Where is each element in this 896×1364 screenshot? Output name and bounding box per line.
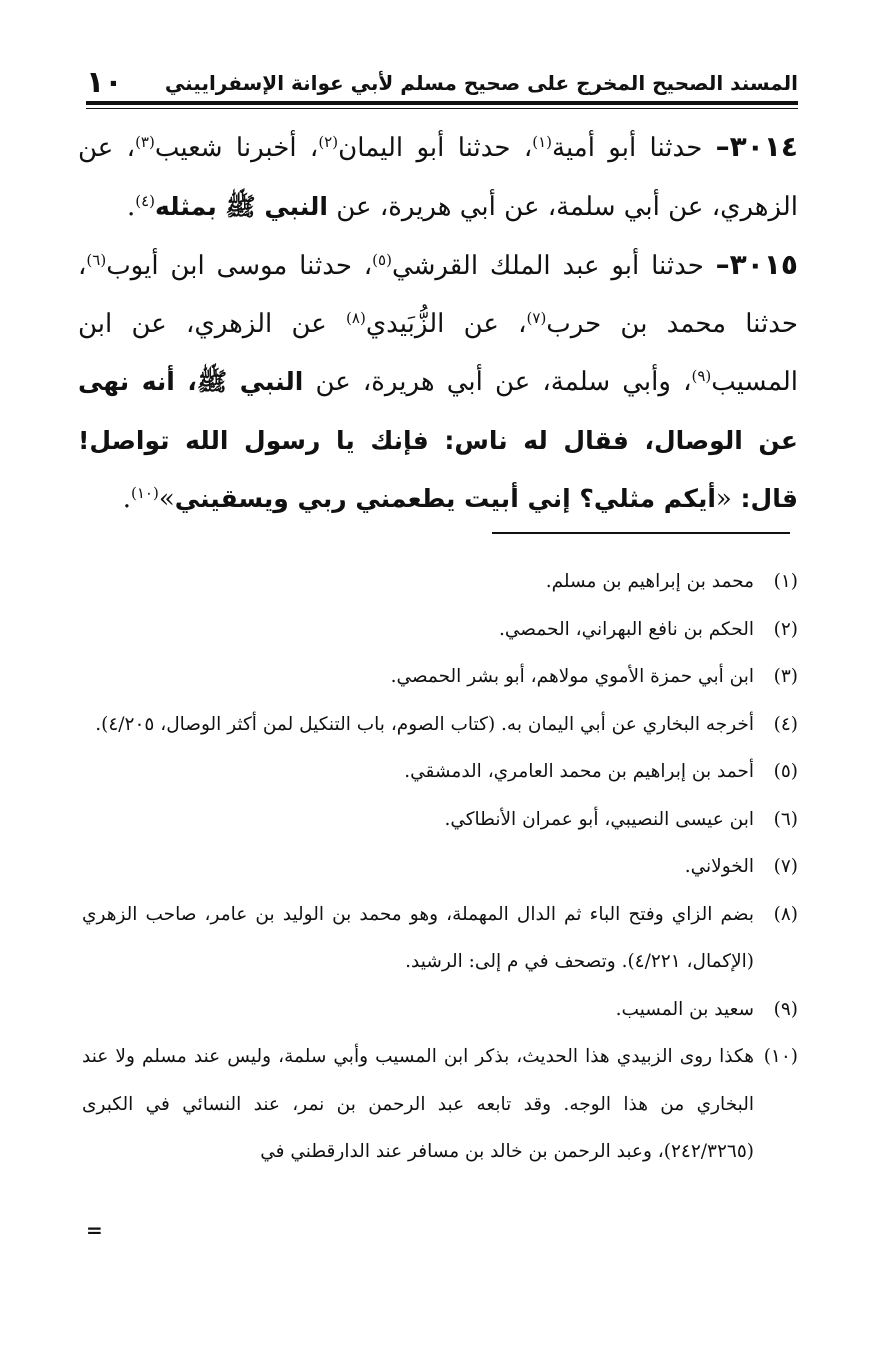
footnote-number: (١٠)	[763, 1046, 798, 1067]
hadith-number: ٣٠١٥–	[715, 248, 799, 281]
continuation-mark: =	[86, 1218, 103, 1242]
text: ، حدثنا موسى ابن أيوب	[106, 251, 373, 281]
footnote-text: بضم الزاي وفتح الباء ثم الدال المهملة، وهو محمد بن الوليد بن عامر، صاحب الزهري (الإكمال، ٤/٢٢١). وتصحف في م إلى: الرشيد.	[82, 903, 754, 972]
hadith-3014	[78, 118, 798, 236]
header-rule-thin	[86, 108, 798, 109]
bold-text: النبي ﷺ، أنه نهى عن الوصال، فقال له ناس: فإنك يا رسول الله تواصل! قال:	[78, 367, 798, 513]
footnote	[82, 796, 798, 844]
footnote-ref-8: (٨)	[346, 308, 366, 327]
footnote-number: (٧)	[773, 856, 798, 877]
footnote-number: (٩)	[773, 998, 798, 1020]
quote-open: «	[715, 484, 732, 514]
hadith-number: ٣٠١٤–	[715, 130, 798, 163]
footnote	[82, 1033, 798, 1176]
text: ، أخبرنا شعيب	[154, 133, 319, 163]
footnote-ref-2: (٢)	[318, 133, 339, 151]
text: ، حدثنا محمد بن حرب	[78, 251, 798, 339]
footnote-ref-4: (٤)	[135, 191, 155, 210]
footnote	[82, 748, 798, 796]
text: حدثنا أبو أمية	[552, 133, 716, 163]
footnote-text: الحكم بن نافع البهراني، الحمصي.	[498, 618, 754, 640]
footnote	[82, 653, 798, 701]
footnote-separator	[492, 532, 790, 534]
footnote	[82, 891, 798, 986]
text: .	[122, 484, 132, 514]
footnote-number: (٤)	[773, 713, 798, 735]
footnote-ref-6: (٦)	[86, 251, 107, 269]
footnote-ref-10: (١٠)	[131, 484, 159, 502]
bold-quote: أيكم مثلي؟ إني أبيت يطعمني ربي ويسقيني	[174, 484, 716, 513]
footnote-text: الخولاني.	[684, 856, 754, 877]
footnote-number: (٥)	[773, 761, 798, 782]
footnote-text: ابن عيسى النصيبي، أبو عمران الأنطاكي.	[444, 808, 754, 830]
text: .	[126, 191, 136, 222]
text: حدثنا أبو عبد الملك القرشي	[391, 251, 716, 281]
footnote	[82, 606, 798, 654]
footnote-number: (٨)	[773, 903, 798, 925]
quote-close: »	[158, 484, 175, 514]
footnote	[82, 986, 798, 1034]
header-rule-thick	[86, 101, 798, 105]
hadith-3015	[78, 236, 798, 529]
page-number: ١٠	[86, 65, 123, 100]
main-text	[78, 118, 798, 529]
footnote-text: أخرجه البخاري عن أبي اليمان به. (كتاب الصوم، باب التنكيل لمن أكثر الوصال، ٤/٢٠٥).	[95, 713, 754, 735]
footnote-ref-3: (٣)	[135, 133, 155, 151]
footnote-number: (٣)	[773, 666, 798, 687]
footnote-ref-5: (٥)	[372, 251, 392, 269]
bold-text: النبي ﷺ بمثله	[155, 191, 328, 221]
footnote	[82, 843, 798, 891]
running-title: المسند الصحيح المخرج على صحيح مسلم لأبي عوانة الإسفراييني	[164, 71, 798, 95]
footnote-ref-9: (٩)	[691, 367, 712, 385]
footnote-ref-1: (١)	[532, 133, 552, 151]
footnote-number: (٢)	[773, 618, 798, 640]
footnotes	[82, 558, 798, 1176]
footnote-text: أحمد بن إبراهيم بن محمد العامري، الدمشقي.	[404, 761, 754, 782]
page-header	[86, 62, 798, 100]
text: عن الزهري، عن ابن المسيب	[78, 308, 798, 397]
footnote-text: هكذا روى الزبيدي هذا الحديث، بذكر ابن المسيب وأبي سلمة، وليس عند مسلم ولا عند البخاري من هذا الوجه. وقد تابعه عبد الرحمن بن نمر، عند النسائي في الكبرى (٢٤٢/٣٢٦٥)، وعبد الرحمن بن خالد بن مسافر عند الدارقطني في	[82, 1046, 754, 1162]
footnote-number: (٦)	[773, 808, 798, 830]
text: ، حدثنا أبو اليمان	[338, 133, 533, 163]
footnote-text: سعيد بن المسيب.	[615, 998, 754, 1020]
footnote	[82, 701, 798, 749]
footnote-text: محمد بن إبراهيم بن مسلم.	[545, 571, 754, 592]
footnote-number: (١)	[773, 571, 798, 592]
footnote-ref-7: (٧)	[526, 308, 547, 327]
text: ، وأبي سلمة، عن أبي هريرة، عن	[303, 367, 692, 397]
text: ، عن الزهري، عن أبي سلمة، عن أبي هريرة، عن	[78, 133, 798, 222]
footnote	[82, 558, 798, 606]
footnote-text: ابن أبي حمزة الأموي مولاهم، أبو بشر الحمصي.	[390, 666, 754, 687]
text: ، عن الزُّبَيدي	[365, 308, 527, 339]
